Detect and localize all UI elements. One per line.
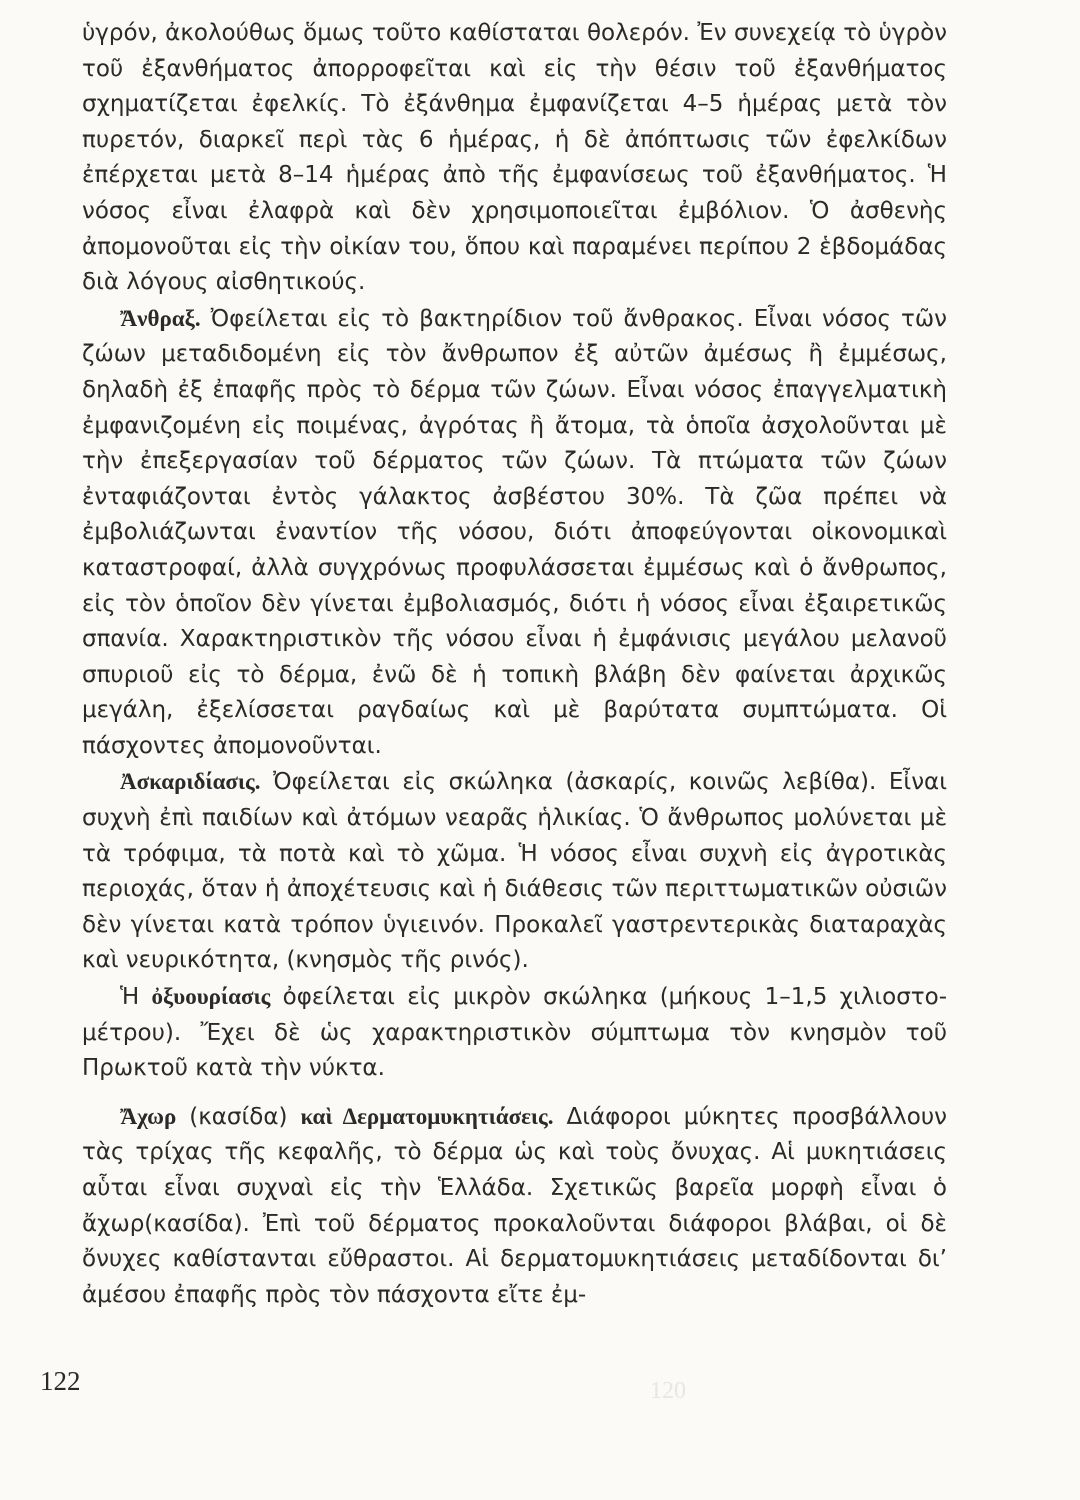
paragraph-continuation [82,16,947,301]
paragraph-text: Διάφοροι μύκητες προσβάλλουν τὰς τρίχας τῆς κεφαλῆς, τὸ δέρμα ὡς καὶ τοὺς ὄνυχας. Αἱ μυκητιάσεις αὗται εἶναι συχναὶ εἰς τὴν Ἑλλάδα. Σχετικῶς βαρεῖα μορφὴ εἶναι ὁ ἄχωρ(κασίδα). Ἐπὶ τοῦ δέρματος προκαλοῦνται διάφοροι βλάβαι, οἱ δὲ ὄνυχες καθίστανται εὔθραστοι. Αἱ δερματομυκητιάσεις μεταδίδονται δι’ ἀμέσου ἐπαφῆς πρὸς τὸν πάσχοντα εἴτε ἐμ- [82,1103,948,1308]
section-heading-askaridiasis: Ἀσκαριδίασις. [120,769,261,795]
bleed-through-page-number: 120 [650,1378,686,1404]
body-text [82,16,947,1313]
paragraph-oxyouriasis [82,979,947,1087]
section-heading-dermatomykitiaseis: καὶ Δερματομυκητιάσεις. [300,1103,554,1129]
paragraph-anthrax [82,301,947,765]
page-number: 122 [40,1366,81,1396]
paragraph-text: Ὀφείλεται εἰς τὸ βακτηρίδιον τοῦ ἄνθρακος. Εἶναι νόσος τῶν ζώων μεταδιδομένη εἰς τὸν ἄνθρωπον ἐξ αὐτῶν ἀμέσως ἢ ἐμμέσως, δηλαδὴ ἐξ ἐπαφῆς πρὸς τὸ δέρμα τῶν ζώων. Εἶναι νόσος ἐπαγγελματικὴ ἐμφανιζομένη εἰς ποιμένας, ἀγρότας ἢ ἄτομα, τὰ ὁποῖα ἀσχολοῦνται μὲ τὴν ἐπεξεργασίαν τοῦ δέρματος τῶν ζώων. Τὰ πτώματα τῶν ζώων ἐνταφιάζονται ἐντὸς γάλακτος ἀσβέστου 30%. Τὰ ζῶα πρέπει νὰ ἐμβολιάζωνται ἐναντίον τῆς νόσου, διότι ἀποφεύγονται οἰκονομικαὶ καταστροφαί, ἀλλὰ συγχρόνως προφυλάσσεται ἐμμέσως καὶ ὁ ἄνθρωπος, εἰς τὸν ὁποῖον δὲν γίνεται ἐμβολιασμός, διότι ἡ νόσος εἶναι ἐξαιρετικῶς σπανία. Χαρακτηριστικὸν τῆς νόσου εἶναι ἡ ἐμφάνισις μεγάλου μελανοῦ σπυριοῦ εἰς τὸ δέρμα, ἐνῶ δὲ ἡ τοπικὴ βλάβη δὲν φαίνεται ἀρχικῶς μεγάλη, ἐξελίσσεται ραγδαίως καὶ μὲ βαρύτατα συμπτώματα. Οἱ πάσχοντες ἀπομονοῦνται. [82,305,948,759]
section-heading-achor: Ἄχωρ [120,1103,177,1129]
section-heading-anthrax: Ἄνθραξ. [120,305,201,331]
section-heading-oxyouriasis: ὀξυουρίασις [151,984,271,1010]
paragraph-text: ὑγρόν, ἀκολούθως ὅμως τοῦτο καθίσταται θολερόν. Ἐν συνεχείᾳ τὸ ὑγρὸν τοῦ ἐξανθήματος ἀπορροφεῖται καὶ εἰς τὴν θέσιν τοῦ ἐξανθήματος σχηματίζεται ἐφελκίς. Τὸ ἐξάνθημα ἐμφανίζεται 4–5 ἡμέρας μετὰ τὸν πυρετόν, διαρκεῖ περὶ τὰς 6 ἡμέρας, ἡ δὲ ἀπόπτωσις τῶν ἐφελκίδων ἐπέρχεται μετὰ 8–14 ἡμέρας ἀπὸ τῆς ἐμφανίσεως τοῦ ἐξανθήματος. Ἡ νόσος εἶναι ἐλαφρὰ καὶ δὲν χρησιμοποιεῖται ἐμβόλιον. Ὁ ἀσθενὴς ἀπομονοῦται εἰς τὴν οἰκίαν του, ὅπου καὶ παραμένει περίπου 2 ἑβδομάδας διὰ λόγους αἰσθητικούς. [82,20,947,296]
paragraph-text: Ὀφείλεται εἰς σκώληκα (ἀσκαρίς, κοινῶς λεβίθα). Εἶναι συχνὴ ἐπὶ παιδίων καὶ ἀτόμων νεαρᾶς ἡλικίας. Ὁ ἄνθρωπος μολύνεται μὲ τὰ τρόφιμα, τὰ ποτὰ καὶ τὸ χῶμα. Ἡ νόσος εἶναι συχνὴ εἰς ἀγροτικὰς περιοχάς, ὅταν ἡ ἀποχέτευσις καὶ ἡ διάθεσις τῶν περιττωματικῶν οὐσιῶν δὲν γίνεται κατὰ τρόπον ὑγιεινόν. Προκαλεῖ γαστρεντερικὰς διαταραχὰς καὶ νευρικότητα, (κνησμὸς τῆς ρινός). [82,769,947,974]
paragraph-achor [82,1099,947,1314]
paragraph-text: ὀφείλεται εἰς μικρὸν σκώληκα (μήκους 1–1,5 χιλιοστομέτρου). Ἔχει δὲ ὡς χαρακτηριστικὸν σύμπτωμα τὸν κνησμὸν τοῦ Πρωκτοῦ κατὰ τὴν νύκτα. [82,984,947,1082]
heading-parenthetical: (κασίδα) [176,1103,301,1130]
paragraph-askaridiasis [82,764,947,979]
heading-prefix: Ἡ [120,984,152,1011]
